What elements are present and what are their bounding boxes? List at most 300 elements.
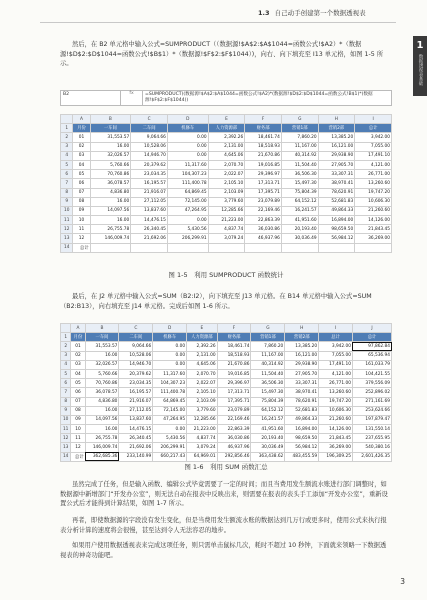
table-cell[interactable]: 5,760.66 <box>90 160 131 169</box>
row-header[interactable]: 13 <box>61 443 71 452</box>
table-cell[interactable]: 33,307.31 <box>285 379 319 388</box>
column-header[interactable]: F <box>245 115 282 124</box>
row-header[interactable]: 3 <box>61 351 71 360</box>
empty-cell[interactable] <box>90 243 131 252</box>
header-cell[interactable]: 人力资源部 <box>187 333 218 342</box>
table-cell[interactable]: 21,223.00 <box>208 216 245 225</box>
table-cell[interactable]: 4,645.06 <box>208 151 245 160</box>
table-cell[interactable]: 64,152.12 <box>251 406 285 415</box>
table-cell[interactable]: 10 <box>71 425 85 434</box>
row-header[interactable]: 9 <box>61 406 71 415</box>
table-cell[interactable]: 7,860.20 <box>251 342 285 351</box>
total-cell[interactable]: 483,455.59 <box>285 452 319 461</box>
name-box[interactable]: B2 <box>61 91 121 105</box>
table-cell[interactable]: 3,942.00 <box>355 133 392 142</box>
table-cell[interactable]: 10,528.06 <box>119 351 153 360</box>
table-cell[interactable]: 75,804.39 <box>281 188 318 197</box>
table-cell[interactable]: 13,837.60 <box>119 415 153 424</box>
table-cell[interactable]: 29,396.97 <box>245 170 282 179</box>
row-header[interactable]: 9 <box>61 197 73 206</box>
table-cell[interactable]: 01 <box>73 133 90 142</box>
table-cell[interactable]: 21,260.60 <box>355 206 392 215</box>
table-cell[interactable]: 70,760.86 <box>85 379 119 388</box>
table-cell[interactable]: 36,078.57 <box>90 179 131 188</box>
table-cell[interactable]: 16.00 <box>85 406 119 415</box>
table-cell[interactable]: 7,055.00 <box>355 142 392 151</box>
table-cell[interactable]: 206,299.91 <box>167 234 208 243</box>
table-cell[interactable]: 23,034.35 <box>119 379 153 388</box>
table-cell[interactable]: 4,121.00 <box>355 160 392 169</box>
header-cell[interactable]: 一车间 <box>90 124 131 133</box>
table-cell[interactable]: 10,528.06 <box>131 142 168 151</box>
table-cell[interactable]: 237,655.95 <box>352 434 391 443</box>
table-cell[interactable]: 20,193.40 <box>251 434 285 443</box>
table-cell[interactable]: 21,916.07 <box>131 188 168 197</box>
table-cell[interactable]: 4,837.74 <box>208 225 245 234</box>
table-cell[interactable]: 5,430.56 <box>153 434 187 443</box>
row-header[interactable]: 2 <box>61 133 73 142</box>
table-cell[interactable]: 21,843.45 <box>319 434 353 443</box>
table-cell[interactable]: 11 <box>71 434 85 443</box>
table-cell[interactable]: 29,938.90 <box>318 151 355 160</box>
total-cell[interactable]: 660,217.43 <box>153 452 187 461</box>
table-cell[interactable]: 104,307.23 <box>153 379 187 388</box>
header-cell[interactable]: 机修车 <box>167 124 208 133</box>
table-cell[interactable]: 2,022.07 <box>187 379 218 388</box>
row-header[interactable]: 8 <box>61 188 73 197</box>
row-header[interactable]: 12 <box>61 225 73 234</box>
row-header[interactable]: 5 <box>61 369 71 378</box>
table-cell[interactable]: 02 <box>73 142 90 151</box>
table-cell[interactable]: 21,223.00 <box>187 425 218 434</box>
table-cell[interactable]: 98,659.50 <box>318 225 355 234</box>
header-cell[interactable]: 总计 <box>319 333 353 342</box>
table-cell[interactable]: 16,894.00 <box>285 425 319 434</box>
table-cell[interactable]: 16,894.00 <box>318 216 355 225</box>
table-cell[interactable]: 271,161.69 <box>352 397 391 406</box>
table-cell[interactable]: 26,340.45 <box>131 225 168 234</box>
table-cell[interactable]: 7,860.20 <box>281 133 318 142</box>
table-cell[interactable]: 22,169.46 <box>217 415 251 424</box>
table-cell[interactable]: 21,843.45 <box>355 225 392 234</box>
table-cell[interactable]: 36,078.57 <box>85 388 119 397</box>
table-cell[interactable]: 2,392.26 <box>208 133 245 142</box>
table-cell[interactable]: 3,779.60 <box>187 406 218 415</box>
total-cell[interactable]: 2,601,426.35 <box>352 452 391 461</box>
table-cell[interactable]: 14,946.70 <box>119 360 153 369</box>
table-cell[interactable]: 06 <box>73 179 90 188</box>
row-header[interactable]: 11 <box>61 425 71 434</box>
row-header[interactable]: 5 <box>61 160 73 169</box>
table-cell[interactable]: 09 <box>71 415 85 424</box>
table-cell[interactable]: 15,497.30 <box>281 179 318 188</box>
table-cell[interactable]: 23,034.35 <box>131 170 168 179</box>
table-cell[interactable]: 2,131.00 <box>187 351 218 360</box>
table-cell[interactable]: 22,863.39 <box>245 216 282 225</box>
table-cell[interactable]: 70,760.86 <box>90 170 131 179</box>
total-label[interactable]: 总计 <box>71 452 85 461</box>
table-cell[interactable]: 14,946.70 <box>131 151 168 160</box>
table-cell[interactable]: 9,064.66 <box>131 133 168 142</box>
table-cell[interactable]: 2,070.70 <box>208 160 245 169</box>
table-cell[interactable]: 21,670.86 <box>217 360 251 369</box>
row-header[interactable]: 6 <box>61 170 73 179</box>
header-cell[interactable]: 月份 <box>73 124 90 133</box>
table-cell[interactable]: 111,400.78 <box>153 388 187 397</box>
table-cell[interactable]: 2,392.26 <box>187 342 218 351</box>
header-cell[interactable]: 营销1部 <box>251 333 285 342</box>
table-cell[interactable]: 2,103.09 <box>187 397 218 406</box>
table-cell[interactable]: 31,553.57 <box>85 342 119 351</box>
table-cell[interactable]: 36,506.30 <box>251 379 285 388</box>
table-cell[interactable]: 08 <box>71 406 85 415</box>
table-cell[interactable]: 111,400.78 <box>167 179 208 188</box>
header-cell[interactable]: 营销2部 <box>285 333 319 342</box>
table-cell[interactable]: 206,299.91 <box>153 443 187 452</box>
table-cell[interactable]: 46,937.96 <box>217 443 251 452</box>
table-cell[interactable]: 17,491.10 <box>355 151 392 160</box>
column-header[interactable] <box>61 115 73 124</box>
table-cell[interactable]: 29,396.97 <box>217 379 251 388</box>
header-cell[interactable]: 二车间 <box>119 333 153 342</box>
table-cell[interactable]: 20,193.40 <box>281 225 318 234</box>
table-cell[interactable]: 33,307.31 <box>318 170 355 179</box>
table-cell[interactable]: 32,026.57 <box>90 151 131 160</box>
total-label[interactable]: 总计 <box>73 243 90 252</box>
table-cell[interactable]: 03 <box>71 360 85 369</box>
table-cell[interactable]: 7,055.00 <box>319 351 353 360</box>
table-cell[interactable]: 0.00 <box>167 133 208 142</box>
table-cell[interactable]: 11,317.60 <box>167 160 208 169</box>
table-cell[interactable]: 27,112.05 <box>119 406 153 415</box>
table-cell[interactable]: 36,269.00 <box>319 443 353 452</box>
row-header[interactable]: 7 <box>61 388 71 397</box>
table-cell[interactable]: 97,862.84 <box>352 342 391 351</box>
column-header[interactable]: A <box>71 324 85 333</box>
empty-cell[interactable] <box>208 243 245 252</box>
table-cell[interactable]: 22,863.39 <box>217 425 251 434</box>
table-cell[interactable]: 11,504.40 <box>251 369 285 378</box>
table-cell[interactable]: 14,126.00 <box>319 425 353 434</box>
table-cell[interactable]: 3,079.24 <box>187 443 218 452</box>
table-cell[interactable]: 379,556.09 <box>352 379 391 388</box>
table-cell[interactable]: 10,606.30 <box>319 406 353 415</box>
row-header[interactable]: 1 <box>61 124 73 133</box>
table-cell[interactable]: 23,079.89 <box>217 406 251 415</box>
table-cell[interactable]: 29,938.90 <box>285 360 319 369</box>
row-header[interactable]: 13 <box>61 234 73 243</box>
table-cell[interactable]: 10,606.30 <box>355 197 392 206</box>
table-cell[interactable]: 0.00 <box>167 151 208 160</box>
table-cell[interactable]: 49,864.33 <box>285 415 319 424</box>
header-cell[interactable]: 营销2部 <box>318 124 355 133</box>
row-header[interactable]: 4 <box>61 151 73 160</box>
table-cell[interactable]: 11,167.00 <box>281 142 318 151</box>
table-cell[interactable]: 26,340.45 <box>119 434 153 443</box>
table-cell[interactable]: 38,970.41 <box>285 388 319 397</box>
table-cell[interactable]: 18,461.74 <box>245 133 282 142</box>
table-cell[interactable]: 41,951.60 <box>281 216 318 225</box>
header-cell[interactable]: 机修车 <box>153 333 187 342</box>
table-cell[interactable]: 05 <box>73 170 90 179</box>
table-cell[interactable]: 17,313.71 <box>217 388 251 397</box>
table-cell[interactable]: 30,036.49 <box>281 234 318 243</box>
table-cell[interactable]: 16,195.57 <box>131 179 168 188</box>
table-cell[interactable]: 27,112.05 <box>131 197 168 206</box>
table-cell[interactable]: 17,491.10 <box>319 360 353 369</box>
table-cell[interactable]: 04 <box>73 160 90 169</box>
column-header[interactable]: G <box>251 324 285 333</box>
row-header[interactable]: 4 <box>61 360 71 369</box>
table-cell[interactable]: 16,121.00 <box>285 351 319 360</box>
table-cell[interactable]: 13,260.60 <box>319 388 353 397</box>
table-cell[interactable]: 26,755.78 <box>85 434 119 443</box>
row-header[interactable]: 12 <box>61 434 71 443</box>
table-cell[interactable]: 52,681.83 <box>285 406 319 415</box>
table-cell[interactable]: 40,314.92 <box>251 360 285 369</box>
table-cell[interactable]: 2,022.07 <box>208 170 245 179</box>
table-cell[interactable]: 13,837.60 <box>131 206 168 215</box>
table-cell[interactable]: 17,395.71 <box>217 397 251 406</box>
table-cell[interactable]: 9,064.66 <box>119 342 153 351</box>
header-cell[interactable]: 财务部 <box>245 124 282 133</box>
table-cell[interactable]: 20,379.62 <box>131 160 168 169</box>
table-cell[interactable]: 56,984.12 <box>318 234 355 243</box>
table-cell[interactable]: 5,430.56 <box>167 225 208 234</box>
table-cell[interactable]: 21,692.06 <box>119 443 153 452</box>
column-header[interactable]: I <box>319 324 353 333</box>
table-cell[interactable]: 18,518.93 <box>245 142 282 151</box>
table-cell[interactable]: 10 <box>73 216 90 225</box>
column-header[interactable]: C <box>119 324 153 333</box>
column-header[interactable]: C <box>131 115 168 124</box>
table-cell[interactable]: 14,097.56 <box>90 206 131 215</box>
table-cell[interactable]: 46,937.96 <box>245 234 282 243</box>
table-cell[interactable]: 3,942.00 <box>319 342 353 351</box>
table-cell[interactable]: 21,692.06 <box>131 234 168 243</box>
table-cell[interactable]: 16,195.57 <box>119 388 153 397</box>
column-header[interactable]: I <box>355 115 392 124</box>
table-cell[interactable]: 146,009.74 <box>85 443 119 452</box>
table-cell[interactable]: 19,747.20 <box>319 397 353 406</box>
header-cell[interactable]: 二车间 <box>131 124 168 133</box>
column-header[interactable]: A <box>73 115 90 124</box>
table-cell[interactable]: 2,070.70 <box>187 369 218 378</box>
table-cell[interactable]: 21,670.86 <box>245 151 282 160</box>
table-cell[interactable]: 04 <box>71 369 85 378</box>
row-header[interactable]: 11 <box>61 216 73 225</box>
table-cell[interactable]: 16.00 <box>85 425 119 434</box>
table-cell[interactable]: 11,504.40 <box>281 160 318 169</box>
column-header[interactable]: H <box>318 115 355 124</box>
column-header[interactable]: J <box>352 324 391 333</box>
row-header[interactable]: 2 <box>61 342 71 351</box>
table-cell[interactable]: 4,836.80 <box>85 397 119 406</box>
column-header[interactable]: H <box>285 324 319 333</box>
table-cell[interactable]: 52,681.83 <box>318 197 355 206</box>
row-header[interactable]: 7 <box>61 179 73 188</box>
table-cell[interactable]: 5,760.66 <box>85 369 119 378</box>
table-cell[interactable]: 21,260.60 <box>319 415 353 424</box>
table-cell[interactable]: 56,984.12 <box>285 443 319 452</box>
table-cell[interactable]: 07 <box>71 397 85 406</box>
table-cell[interactable]: 0.00 <box>153 425 187 434</box>
table-cell[interactable]: 98,659.50 <box>285 434 319 443</box>
table-cell[interactable]: 08 <box>73 197 90 206</box>
total-cell[interactable]: 292,856.46 <box>217 452 251 461</box>
total-cell[interactable]: 362,685.36 <box>85 452 119 461</box>
row-header[interactable]: 10 <box>61 415 71 424</box>
table-cell[interactable]: 03 <box>73 151 90 160</box>
table-cell[interactable]: 26,771.00 <box>319 379 353 388</box>
table-cell[interactable]: 2,131.00 <box>208 142 245 151</box>
table-cell[interactable]: 161,033.79 <box>352 360 391 369</box>
table-cell[interactable]: 21,916.07 <box>119 397 153 406</box>
table-cell[interactable]: 14,476.15 <box>131 216 168 225</box>
table-cell[interactable]: 64,869.45 <box>153 397 187 406</box>
column-header[interactable]: E <box>187 324 218 333</box>
table-cell[interactable]: 18,461.74 <box>217 342 251 351</box>
table-cell[interactable]: 27,905.70 <box>318 160 355 169</box>
table-cell[interactable]: 14,097.56 <box>85 415 119 424</box>
table-cell[interactable]: 13,260.60 <box>355 179 392 188</box>
table-cell[interactable]: 19,747.20 <box>355 188 392 197</box>
table-cell[interactable]: 2,105.10 <box>187 388 218 397</box>
row-header[interactable]: 3 <box>61 142 73 151</box>
column-header[interactable]: D <box>167 115 208 124</box>
table-cell[interactable]: 32,026.57 <box>85 360 119 369</box>
formula-input[interactable]: =SUMPRODUCT((数据源!$A$2:$A$1044=函数公式!$A2)*(数据源!$D$2:$D$1044=函数公式!B$1)*(数据源!$F$2:$F$1044)) <box>145 92 373 103</box>
column-header[interactable]: F <box>217 324 251 333</box>
table-cell[interactable]: 19,016.85 <box>217 369 251 378</box>
table-cell[interactable]: 14,476.15 <box>119 425 153 434</box>
table-cell[interactable]: 3,779.60 <box>208 197 245 206</box>
header-cell[interactable]: 财务部 <box>217 333 251 342</box>
table-cell[interactable]: 0.00 <box>167 216 208 225</box>
table-cell[interactable]: 12,285.66 <box>187 415 218 424</box>
table-cell[interactable]: 20,379.62 <box>119 369 153 378</box>
table-cell[interactable]: 4,836.80 <box>90 188 131 197</box>
table-cell[interactable]: 16.00 <box>90 197 131 206</box>
table-cell[interactable]: 16,121.00 <box>318 142 355 151</box>
column-header[interactable]: D <box>153 324 187 333</box>
empty-cell[interactable] <box>245 243 282 252</box>
table-cell[interactable]: 19,016.85 <box>245 160 282 169</box>
table-cell[interactable]: 36,506.30 <box>281 170 318 179</box>
table-cell[interactable]: 47,264.95 <box>167 206 208 215</box>
row-header[interactable]: 10 <box>61 206 73 215</box>
table-cell[interactable]: 64,869.45 <box>167 188 208 197</box>
table-cell[interactable]: 26,755.78 <box>90 225 131 234</box>
table-cell[interactable]: 13,385.20 <box>318 133 355 142</box>
row-header[interactable]: 14 <box>61 452 71 461</box>
table-cell[interactable]: 26,771.00 <box>355 170 392 179</box>
table-cell[interactable]: 05 <box>71 379 85 388</box>
column-header[interactable]: B <box>90 115 131 124</box>
table-cell[interactable]: 12,285.66 <box>208 206 245 215</box>
table-cell[interactable]: 4,121.00 <box>319 369 353 378</box>
table-cell[interactable]: 36,030.86 <box>217 434 251 443</box>
column-header[interactable]: B <box>85 324 119 333</box>
total-cell[interactable]: 64,969.01 <box>187 452 218 461</box>
table-cell[interactable]: 17,313.71 <box>245 179 282 188</box>
table-cell[interactable]: 78,620.91 <box>285 397 319 406</box>
table-cell[interactable]: 31,553.57 <box>90 133 131 142</box>
table-cell[interactable]: 2,103.09 <box>208 188 245 197</box>
table-cell[interactable]: 0.00 <box>167 142 208 151</box>
table-cell[interactable]: 16.00 <box>90 142 131 151</box>
table-cell[interactable]: 41,951.60 <box>251 425 285 434</box>
table-cell[interactable]: 16.00 <box>90 216 131 225</box>
table-cell[interactable]: 78,620.91 <box>318 188 355 197</box>
header-cell[interactable]: 营销1部 <box>281 124 318 133</box>
table-cell[interactable]: 11 <box>73 225 90 234</box>
table-cell[interactable]: 11,167.00 <box>251 351 285 360</box>
table-cell[interactable]: 23,079.89 <box>245 197 282 206</box>
table-cell[interactable]: 146,009.74 <box>90 234 131 243</box>
table-cell[interactable]: 14,126.00 <box>355 216 392 225</box>
table-cell[interactable]: 27,905.70 <box>285 369 319 378</box>
table-cell[interactable]: 09 <box>73 206 90 215</box>
total-cell[interactable]: 363,438.62 <box>251 452 285 461</box>
table-cell[interactable]: 4,837.74 <box>187 434 218 443</box>
table-cell[interactable]: 65,536.94 <box>352 351 391 360</box>
table-cell[interactable]: 06 <box>71 388 85 397</box>
table-cell[interactable]: 13,385.20 <box>285 342 319 351</box>
column-header[interactable]: E <box>208 115 245 124</box>
table-cell[interactable]: 40,314.92 <box>281 151 318 160</box>
table-cell[interactable]: 22,169.46 <box>245 206 282 215</box>
table-cell[interactable]: 30,036.49 <box>251 443 285 452</box>
row-header[interactable]: 1 <box>61 333 71 342</box>
table-cell[interactable]: 01 <box>71 342 85 351</box>
row-header[interactable]: 8 <box>61 397 71 406</box>
table-cell[interactable]: 49,864.33 <box>318 206 355 215</box>
row-header[interactable]: 6 <box>61 379 71 388</box>
table-cell[interactable]: 47,264.95 <box>153 415 187 424</box>
empty-cell[interactable] <box>131 243 168 252</box>
header-cell[interactable]: 人力资源部 <box>208 124 245 133</box>
table-cell[interactable]: 36,269.00 <box>355 234 392 243</box>
table-cell[interactable]: 12 <box>71 443 85 452</box>
table-cell[interactable]: 75,804.39 <box>251 397 285 406</box>
total-cell[interactable]: 196,309.25 <box>319 452 353 461</box>
table-cell[interactable]: 104,307.23 <box>167 170 208 179</box>
table-cell[interactable]: 11,317.60 <box>153 369 187 378</box>
header-cell[interactable]: 一车间 <box>85 333 119 342</box>
table-cell[interactable]: 197,879.47 <box>352 415 391 424</box>
table-cell[interactable]: 38,970.41 <box>318 179 355 188</box>
table-cell[interactable]: 253,624.66 <box>352 406 391 415</box>
table-cell[interactable]: 12 <box>73 234 90 243</box>
table-cell[interactable]: 72,145.00 <box>153 406 187 415</box>
table-cell[interactable]: 3,079.24 <box>208 234 245 243</box>
table-cell[interactable]: 64,152.12 <box>281 197 318 206</box>
table-cell[interactable]: 16,241.57 <box>281 206 318 215</box>
table-cell[interactable]: 16.00 <box>85 351 119 360</box>
table-cell[interactable]: 07 <box>73 188 90 197</box>
table-cell[interactable]: 18,518.93 <box>217 351 251 360</box>
table-cell[interactable]: 2,105.10 <box>208 179 245 188</box>
header-cell[interactable]: 总计 <box>352 333 391 342</box>
table-cell[interactable]: 15,497.30 <box>251 388 285 397</box>
empty-cell[interactable] <box>318 243 355 252</box>
table-cell[interactable]: 104,421.55 <box>352 369 391 378</box>
table-cell[interactable]: 0.00 <box>153 342 187 351</box>
table-cell[interactable]: 72,145.00 <box>167 197 208 206</box>
table-cell[interactable]: 17,395.71 <box>245 188 282 197</box>
column-header[interactable]: G <box>281 115 318 124</box>
